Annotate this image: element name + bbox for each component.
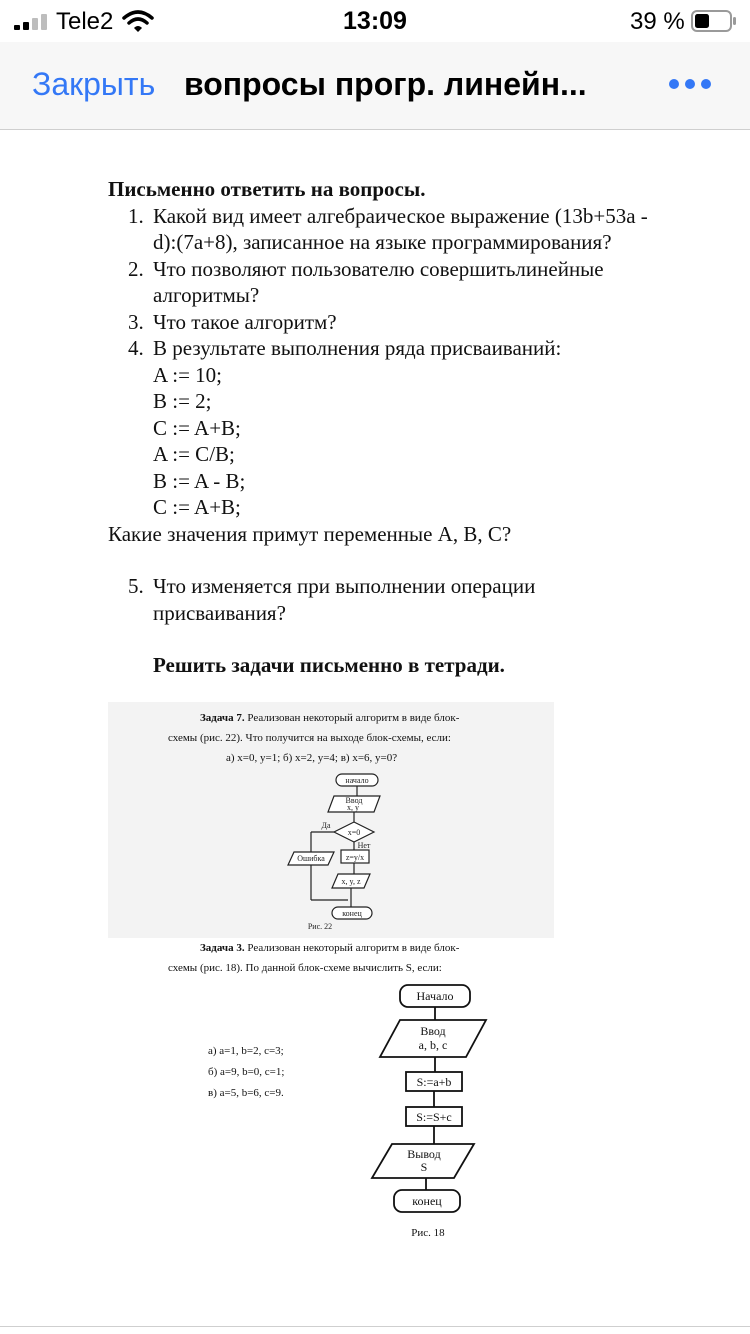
flowchart-output-label: Вывод bbox=[407, 1147, 441, 1161]
bottom-divider bbox=[0, 1326, 750, 1327]
input-case: в) a=5, b=6, c=9. bbox=[208, 1087, 284, 1099]
flowchart-condition-label: x=0 bbox=[347, 828, 361, 837]
figure-text-line: а) x=0, y=1; б) x=2, y=4; в) x=6, y=0? bbox=[226, 752, 398, 764]
flowchart-input-label: Ввод bbox=[420, 1024, 446, 1038]
figure-text-line: схемы (рис. 18). По данной блок-схеме вычислить S, если: bbox=[168, 962, 442, 974]
flowchart-start-label: начало bbox=[345, 776, 369, 785]
task-description: Реализован некоторый алгоритм в виде блок- bbox=[247, 942, 460, 954]
code-line: A := C/B; bbox=[153, 442, 235, 466]
figure-caption: Рис. 18 bbox=[411, 1227, 445, 1239]
code-line: B := 2; bbox=[153, 389, 212, 413]
tasks-heading: Решить задачи письменно в тетради. bbox=[153, 653, 505, 677]
flowchart-end-label: конец bbox=[342, 909, 362, 918]
code-line: C := A+B; bbox=[153, 495, 241, 519]
flowchart-18 bbox=[108, 938, 554, 1250]
battery-percentage: 39 % bbox=[630, 8, 685, 35]
document-title: вопросы прогр. линейн... bbox=[184, 66, 587, 102]
flowchart-no-label: Нет bbox=[357, 841, 371, 850]
question-text-line: Что изменяется при выполнении операции bbox=[153, 574, 536, 598]
question-1 bbox=[108, 203, 708, 256]
input-case: б) a=9, b=0, c=1; bbox=[208, 1066, 285, 1078]
flowchart-end-label: конец bbox=[412, 1194, 442, 1208]
questions-heading: Письменно ответить на вопросы. bbox=[108, 177, 426, 201]
document-body bbox=[108, 176, 708, 679]
close-button[interactable]: Закрыть bbox=[32, 66, 156, 102]
task-label: Задача 3. bbox=[200, 942, 245, 954]
carrier-name: Tele2 bbox=[56, 8, 114, 35]
spacer bbox=[108, 547, 708, 573]
navigation-bar bbox=[0, 42, 750, 130]
question-text-line: Что такое алгоритм? bbox=[153, 309, 337, 334]
input-case: а) a=1, b=2, c=3; bbox=[208, 1045, 284, 1057]
question-4-followup: Какие значения примут переменные A, B, C? bbox=[108, 521, 512, 546]
figure-text-line: схемы (рис. 22). Что получится на выходе блок-схемы, если: bbox=[168, 732, 451, 744]
code-line: A := 10; bbox=[153, 362, 223, 387]
task-label: Задача 7. bbox=[200, 712, 245, 724]
assignment-code bbox=[108, 362, 708, 521]
flowchart-input-label: Ввод bbox=[345, 796, 363, 805]
flowchart-step1-label: S:=a+b bbox=[416, 1075, 452, 1089]
question-number: 1. bbox=[128, 203, 144, 228]
flowchart-output-label: x, y, z bbox=[341, 877, 361, 886]
spacer bbox=[108, 626, 708, 652]
flowchart-yes-label: Да bbox=[321, 821, 331, 830]
flowchart-step2-label: S:=S+c bbox=[416, 1110, 452, 1124]
question-text-line: алгоритмы? bbox=[153, 283, 260, 307]
code-line: B := A - B; bbox=[153, 468, 246, 493]
scanned-figure-task-7 bbox=[108, 702, 554, 938]
status-bar bbox=[0, 0, 750, 42]
figure-caption: Рис. 22 bbox=[307, 922, 333, 931]
question-5 bbox=[108, 573, 708, 626]
question-text-line: В результате выполнения ряда присваиваний: bbox=[153, 336, 562, 360]
flowchart-22 bbox=[108, 702, 554, 938]
flowchart-assign-label: z=y/x bbox=[345, 853, 365, 862]
flowchart-start-label: Начало bbox=[416, 989, 454, 1003]
task-description: Реализован некоторый алгоритм в виде блок- bbox=[247, 712, 460, 724]
scanned-figure-task-3 bbox=[108, 938, 554, 1250]
battery-icon bbox=[691, 10, 737, 32]
question-2 bbox=[108, 256, 708, 309]
question-number: 4. bbox=[128, 336, 144, 360]
question-number: 3. bbox=[128, 309, 144, 334]
flowchart-output-var: S bbox=[420, 1160, 428, 1174]
code-line: C := A+B; bbox=[153, 415, 241, 440]
flowchart-error-label: Ошибка bbox=[297, 854, 325, 863]
flowchart-input-vars: a, b, c bbox=[418, 1038, 448, 1052]
question-3 bbox=[108, 309, 708, 336]
question-number: 2. bbox=[128, 256, 144, 281]
more-options-icon[interactable] bbox=[668, 70, 712, 98]
flowchart-input-vars: x, y bbox=[347, 803, 359, 812]
question-text-line: d):(7a+8), записанное на языке программирования? bbox=[153, 230, 612, 254]
question-text-line: Какой вид имеет алгебраическое выражение (13b+53a - bbox=[153, 203, 648, 228]
question-text-line: присваивания? bbox=[153, 600, 286, 625]
question-text-line: Что позволяют пользователю совершитьлинейные bbox=[153, 256, 604, 281]
question-4 bbox=[108, 335, 708, 362]
question-number: 5. bbox=[128, 574, 144, 598]
clock: 13:09 bbox=[343, 7, 407, 35]
